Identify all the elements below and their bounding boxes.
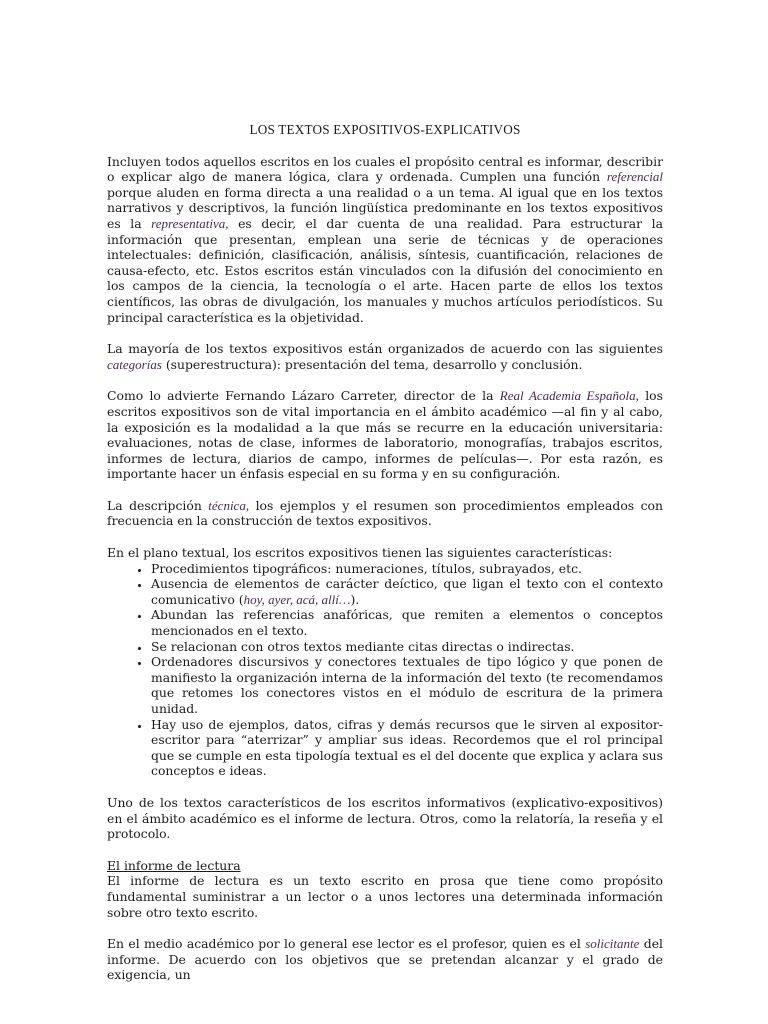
text-run: porque aluden en forma directa a una realidad o a un tema. Al igual que en los textos narrativos y descriptivos, la función lingüística predominante en los textos expositivos es la bbox=[107, 184, 663, 231]
italic-term: solicitante bbox=[585, 936, 640, 952]
paragraph-informe-intro: Uno de los textos característicos de los escritos informativos (explicativo-expositivos) en el ámbito académico es el informe de lectura. Otros, como la relatoría, la reseña y el protocolo. bbox=[107, 794, 663, 842]
list-item: • Ordenadores discursivos y conectores textuales de tipo lógico y que ponen de manifiesto la organización interna de la información del texto (te recomendamos que retomes los conectores vistos en el módulo de escritura de la primera unidad. bbox=[151, 654, 663, 716]
text-run: los ejemplos y el resumen son procedimientos empleados con frecuencia en la construcción de textos expositivos. bbox=[107, 497, 663, 529]
italic-term: Real Academia Española, bbox=[499, 388, 639, 404]
text-run: La mayoría de los textos expositivos están organizados de acuerdo con las siguientes bbox=[107, 341, 663, 357]
list-item: • Procedimientos tipográficos: numeraciones, títulos, subrayados, etc. bbox=[151, 561, 663, 577]
italic-term: referencial bbox=[606, 169, 663, 185]
italic-term: categorías bbox=[107, 356, 162, 372]
text-run: es decir, el dar cuenta de una realidad. Para estructurar la información que presentan, emplean una serie de técnicas y de operaciones intelectuales: definición, clasificación, análisis, síntesis, cuantificación, relaciones de causa-efecto, etc. Estos escritos están vinculados con la difusión del conocimiento en los campos de la ciencia, la tecnología o el arte. Hacen parte de ellos los textos científicos, las obras de divulgación, los manuales y muchos artículos periodísticos. Su principal característica es la objetividad. bbox=[107, 215, 663, 325]
paragraph-characteristics-intro: En el plano textual, los escritos expositivos tienen las siguientes características: bbox=[107, 545, 613, 561]
text-run: En el medio académico por lo general ese lector es el profesor, quien es el bbox=[107, 936, 586, 952]
list-item: • Se relacionan con otros textos mediante citas directas o indirectas. bbox=[151, 639, 663, 655]
text-run: (superestructura): presentación del tema, desarrollo y conclusión. bbox=[161, 356, 583, 372]
text-run: Ausencia de elementos de carácter deíctico, que ligan el texto con el contexto comunicativo ( bbox=[151, 576, 663, 607]
italic-term: representativa, bbox=[151, 215, 229, 231]
text-run: Como lo advierte Fernando Lázaro Carreter, director de la bbox=[107, 388, 500, 404]
paragraph-lazaro-carreter bbox=[107, 388, 663, 482]
section-heading: El informe de lectura bbox=[107, 857, 241, 873]
list-item: • Hay uso de ejemplos, datos, cifras y demás recursos que le sirven al expositor-escritor para “aterrizar” y ampliar sus ideas. Recordemos que el rol principal que se cumple en esta tipología textual es el del docente que explica y aclara sus conceptos e ideas. bbox=[151, 717, 663, 779]
list-item bbox=[151, 576, 663, 607]
list-item: • Abundan las referencias anafóricas, que remiten a elementos o conceptos mencionados en el texto. bbox=[151, 607, 663, 638]
text-run: Incluyen todos aquellos escritos en los cuales el propósito central es informar, describir o explicar algo de manera lógica, clara y ordenada. Cumplen una función bbox=[107, 153, 663, 185]
italic-term: técnica, bbox=[208, 497, 250, 513]
text-run: del informe. De acuerdo con los objetivos que se pretendan alcanzar y el grado de exigencia, un bbox=[107, 936, 663, 983]
paragraph-description bbox=[107, 498, 663, 529]
italic-term: hoy, ayer, acá, allí… bbox=[243, 591, 351, 607]
document-title: LOS TEXTOS EXPOSITIVOS-EXPLICATIVOS bbox=[249, 122, 521, 137]
characteristics-list bbox=[107, 561, 663, 779]
paragraph-solicitante bbox=[107, 936, 663, 983]
paragraph-categories bbox=[107, 341, 663, 372]
paragraph-informe-definition: El informe de lectura es un texto escrito en prosa que tiene como propósito fundamental suministrar a un lector o a unos lectores una determinada información sobre otro texto escrito. bbox=[107, 873, 663, 920]
text-run: ). bbox=[350, 591, 360, 607]
text-run: los escritos expositivos son de vital importancia en el ámbito académico —al fin y al cabo, la exposición es la modalidad a la que más se recurre en la educación universitaria: evaluaciones, notas de clase, informes de laboratorio, monografías, trabajos escritos, informes de lectura, diarios de campo, informes de películas—. Por esta razón, es importante hacer un énfasis especial en su forma y en su configuración. bbox=[107, 388, 663, 482]
paragraph-intro bbox=[107, 154, 663, 326]
text-run: La descripción bbox=[107, 497, 209, 513]
document-page bbox=[107, 122, 663, 999]
